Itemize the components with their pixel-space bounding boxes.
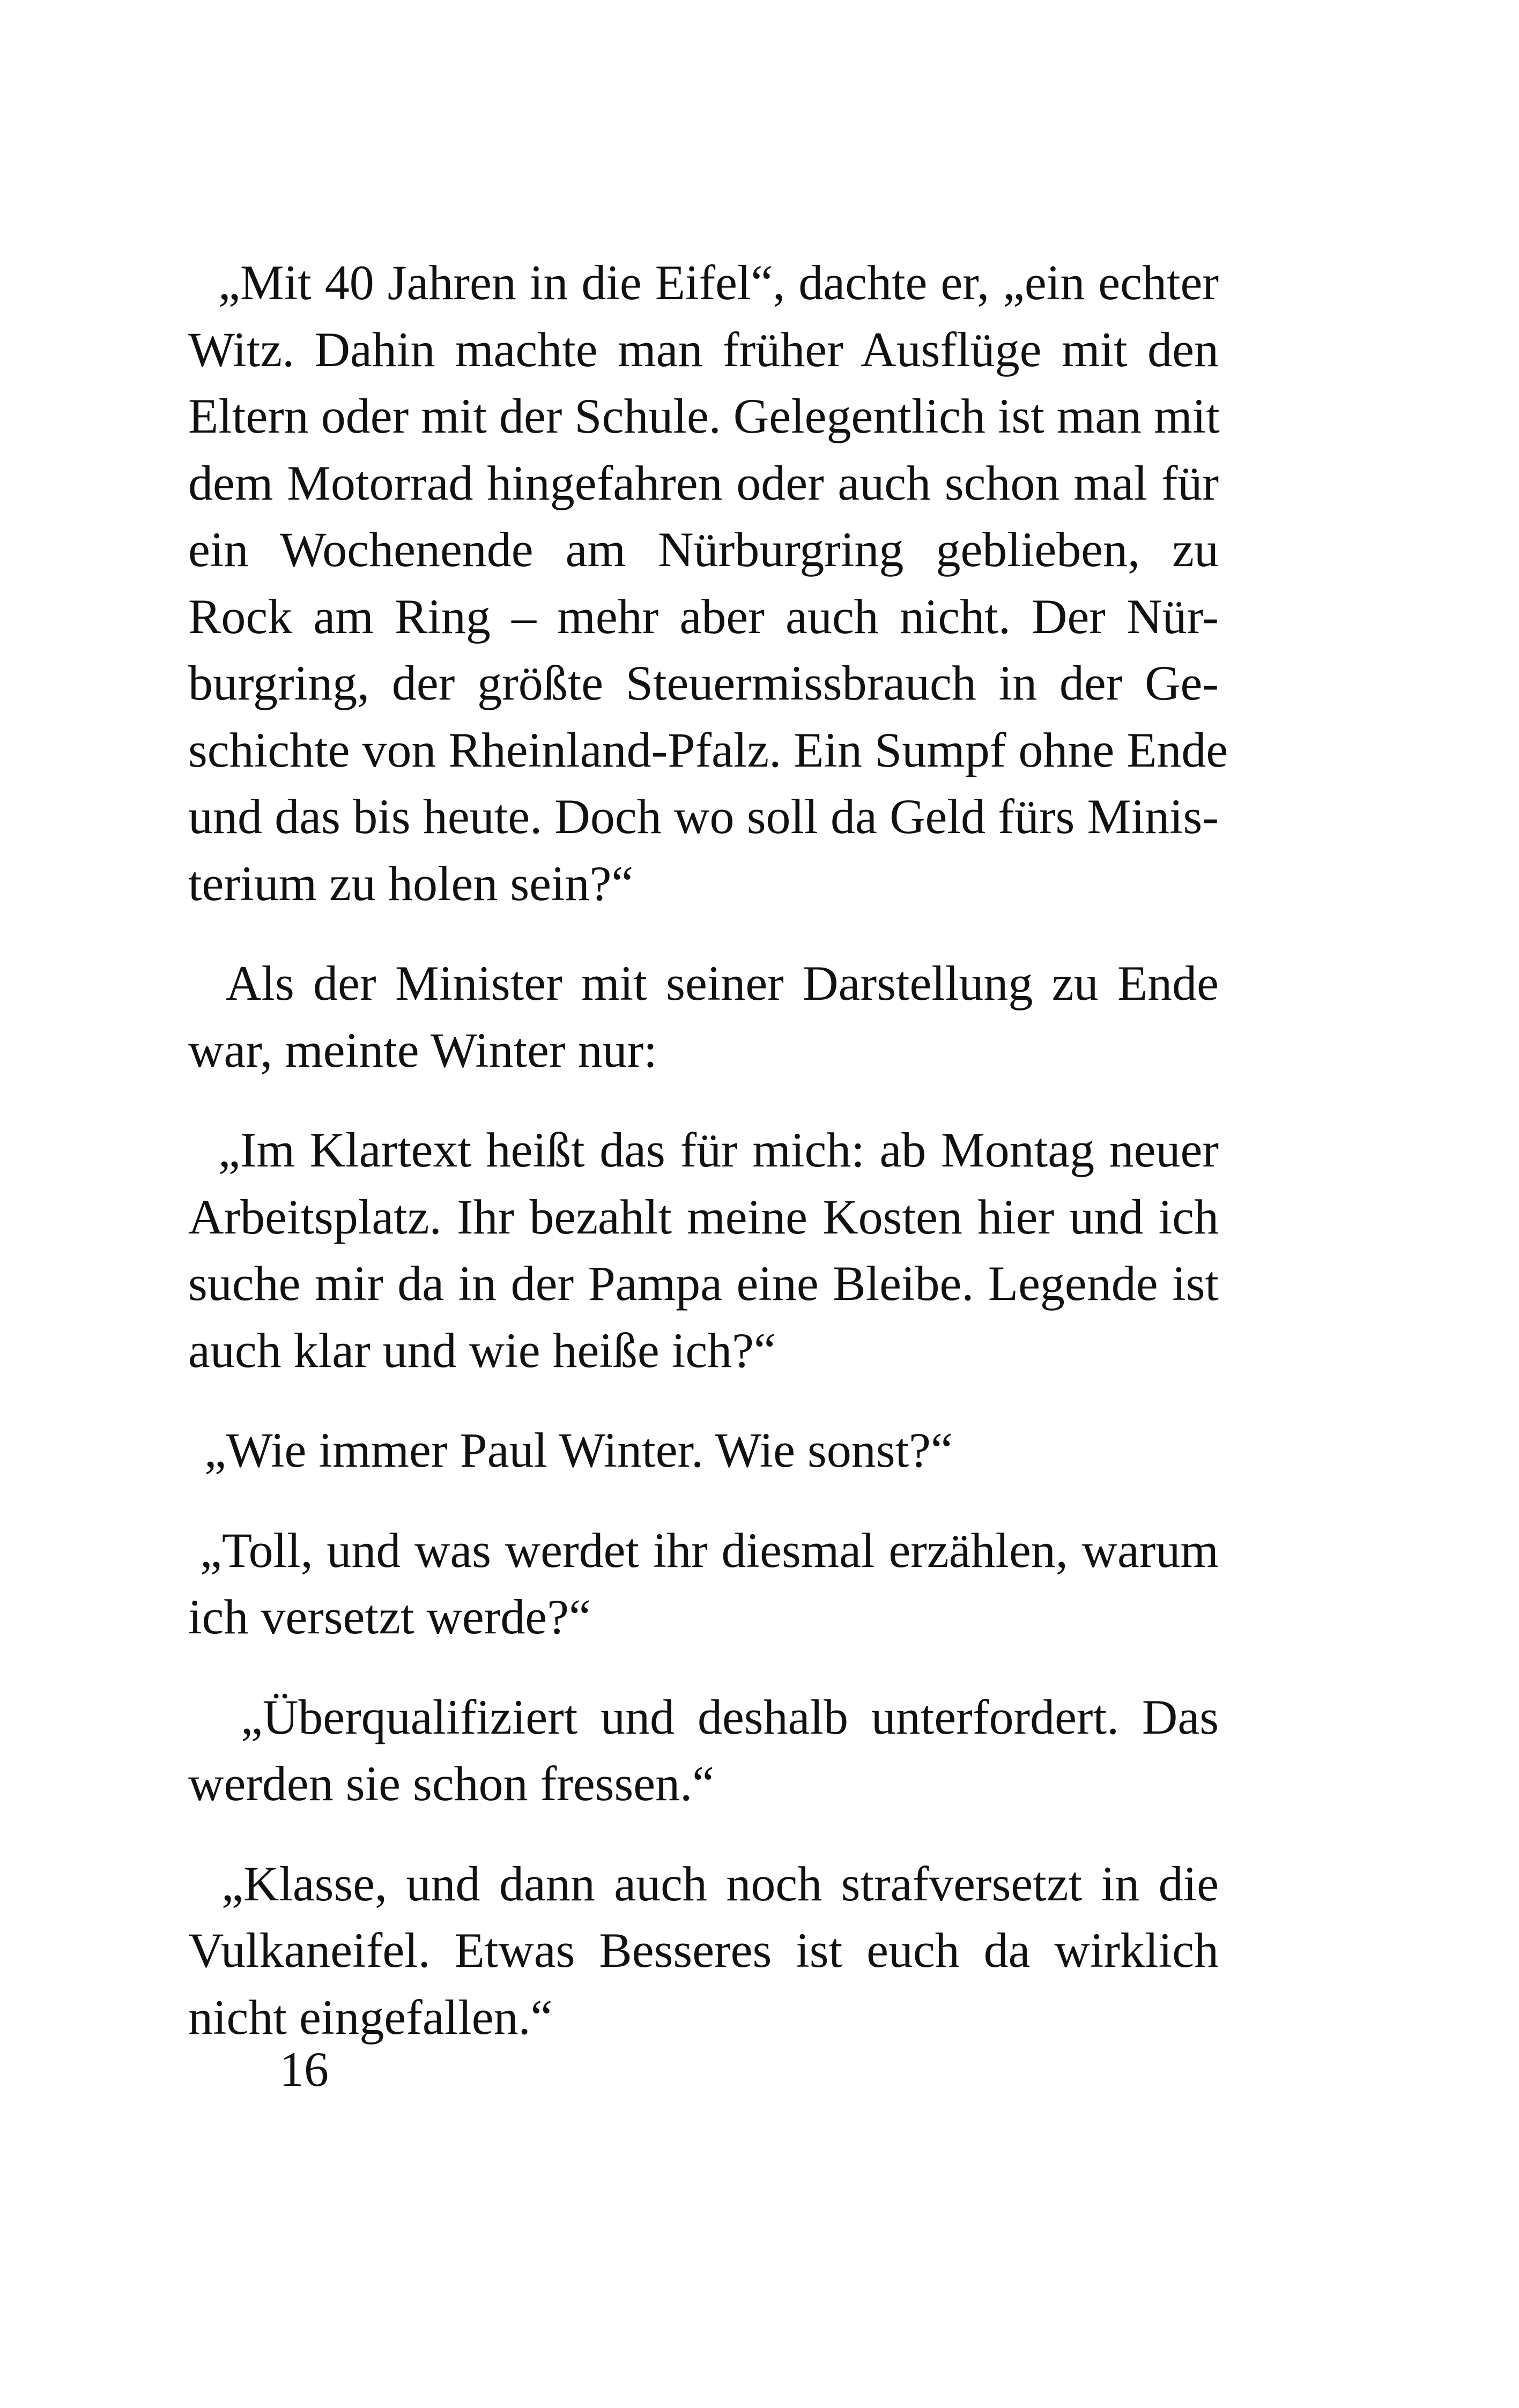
text-line: „Toll, und was werdet ihr diesmal erzählen, warum	[200, 1522, 1219, 1578]
text-line: Vulkaneifel. Etwas Besseres ist euch da wirklich	[188, 1923, 1219, 1978]
text-line: Als der Minister mit seiner Darstellung zu Ende	[226, 956, 1219, 1010]
text-line: werden sie schon fressen.“	[188, 1756, 714, 1811]
text-line: ein Wochenende am Nürburgring geblieben, zu	[188, 522, 1219, 577]
text-line: burgring, der größte Steuermissbrauch in der Ge-	[188, 656, 1219, 710]
text-line: ich versetzt werde?“	[188, 1589, 591, 1644]
text-line: Arbeitsplatz. Ihr bezahlt meine Kosten hier und ich	[188, 1189, 1219, 1244]
text-line: Witz. Dahin machte man früher Ausflüge mit den	[188, 322, 1219, 377]
text-line: terium zu holen sein?“	[188, 856, 634, 911]
text-line: war, meinte Winter nur:	[188, 1022, 657, 1077]
paragraph-gap	[188, 1384, 1219, 1417]
paragraph	[188, 1850, 1219, 2051]
text-line: auch klar und wie heiße ich?“	[188, 1322, 776, 1378]
paragraph	[188, 1684, 1219, 1817]
page-number: 16	[279, 2042, 329, 2097]
paragraph-gap	[188, 1083, 1219, 1117]
text-line: Rock am Ring – mehr aber auch nicht. Der Nür-	[188, 589, 1219, 644]
paragraph-gap	[188, 1484, 1219, 1517]
text-line: suche mir da in der Pampa eine Bleibe. Legende ist	[188, 1256, 1219, 1311]
text-line: Eltern oder mit der Schule. Gelegentlich ist man mit	[188, 389, 1220, 443]
paragraph-gap	[188, 1651, 1219, 1684]
text-line: „Überqualifiziert und deshalb unterfordert. Das	[241, 1689, 1219, 1744]
paragraph	[188, 1517, 1219, 1651]
paragraph	[188, 1117, 1219, 1384]
paragraph	[188, 1417, 1219, 1484]
paragraph-gap	[188, 1817, 1219, 1850]
paragraph-gap	[188, 917, 1219, 950]
text-line: nicht eingefallen.“	[188, 1989, 553, 2045]
text-line: „Klasse, und dann auch noch strafversetzt in die	[221, 1856, 1219, 1911]
paragraph	[188, 249, 1228, 917]
text-line: schichte von Rheinland-Pfalz. Ein Sumpf ohne Ende	[188, 722, 1228, 777]
text-line: „Im Klartext heißt das für mich: ab Montag neuer	[218, 1123, 1219, 1177]
body-text	[188, 249, 1228, 2050]
paragraph	[188, 950, 1219, 1083]
text-line: dem Motorrad hingefahren oder auch schon mal für	[188, 455, 1219, 510]
text-line: und das bis heute. Doch wo soll da Geld fürs Minis-	[188, 789, 1219, 844]
text-line: „Mit 40 Jahren in die Eifel“, dachte er, „ein echter	[218, 255, 1219, 310]
text-line: „Wie immer Paul Winter. Wie sonst?“	[204, 1423, 953, 1477]
